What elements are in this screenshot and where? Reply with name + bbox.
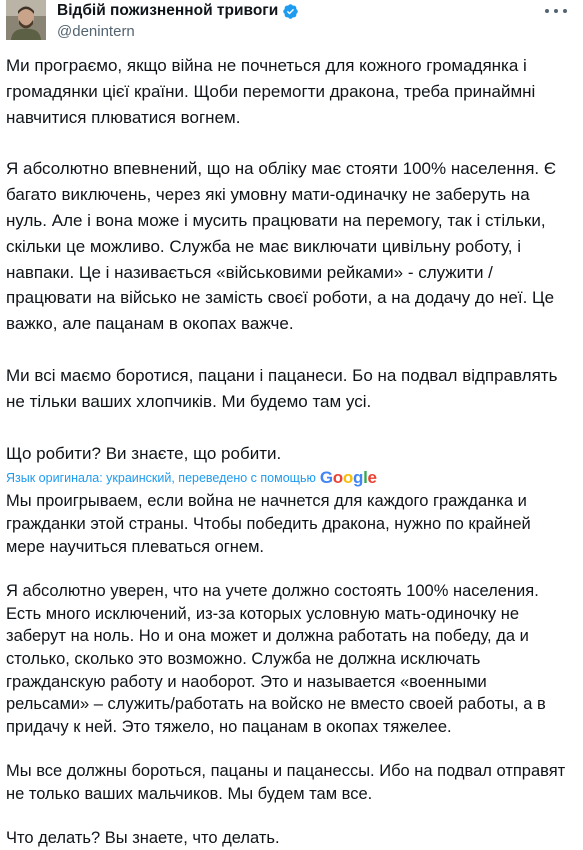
avatar[interactable] [6, 0, 46, 40]
tweet-body [6, 53, 573, 850]
original-paragraph: Ми програємо, якщо війна не почнеться для кожного громадянка і громадянки цієї країни. Щоби перемогти дракона, треба принаймні навчитися плюватися вогнем. [6, 56, 536, 127]
author-block [57, 1, 299, 42]
original-paragraph: Що робити? Ви знаєте, що робити. [6, 443, 282, 463]
more-horizontal-icon[interactable] [545, 4, 567, 18]
translated-paragraph: Мы все должны бороться, пацаны и пацанессы. Ибо на подвал отправят не только ваших мальчиков. Мы будем там все. [6, 762, 566, 803]
translated-paragraph: Я абсолютно уверен, что на учете должно состоять 100% населения. Есть много исключений, из-за которых условную мать-одиночку не заберут на ноль. Но и она может и должна работать на победу, да и столько, сколько это возможно. Служба не должна исключать гражданскую работу и наоборот. Это и называется «военными рельсами» – служить/работать на войско не вместо своей работы, а в придачу к ней. Это тяжело, но пацанам в окопах тяжелее. [6, 582, 546, 736]
avatar-image [6, 0, 46, 40]
handle[interactable]: @denintern [57, 23, 135, 40]
display-name-row[interactable] [57, 1, 299, 21]
verified-badge-icon[interactable] [282, 3, 299, 20]
display-name[interactable]: Відбій пожизненной тривоги [57, 2, 279, 19]
translation-note[interactable] [6, 470, 573, 486]
original-paragraph: Я абсолютно впевнений, що на обліку має стояти 100% населення. Є багато виключень, через які умовну мати-одиначку не заберуть на нуль. Але і вона може і мусить працювати на перемогу, так і стільки, скільки це можливо. Служба не має виключати цивільну роботу, і навпаки. Це і називається «військовими рейками» - служити / працювати на військо не замість своєї роботи, а на додачу до неї. Це важко, але пацанам в окопах важче. [6, 159, 557, 334]
translated-text [6, 490, 573, 850]
google-logo: Google [319, 468, 377, 488]
translation-note-label[interactable]: Язык оригинала: украинский, переведено с помощью [6, 471, 316, 486]
tweet-header [0, 0, 583, 46]
original-paragraph: Ми всі маємо боротися, пацани і пацанеси. Бо на подвал відправлять не тільки ваших хлопчиків. Ми будемо там усі. [6, 365, 558, 411]
translated-paragraph: Что делать? Вы знаете, что делать. [6, 829, 280, 848]
original-text [6, 53, 573, 466]
translated-paragraph: Мы проигрываем, если война не начнется для каждого гражданка и гражданки этой страны. Чтобы победить дракона, нужно по крайней мере научиться плеваться огнем. [6, 492, 531, 556]
